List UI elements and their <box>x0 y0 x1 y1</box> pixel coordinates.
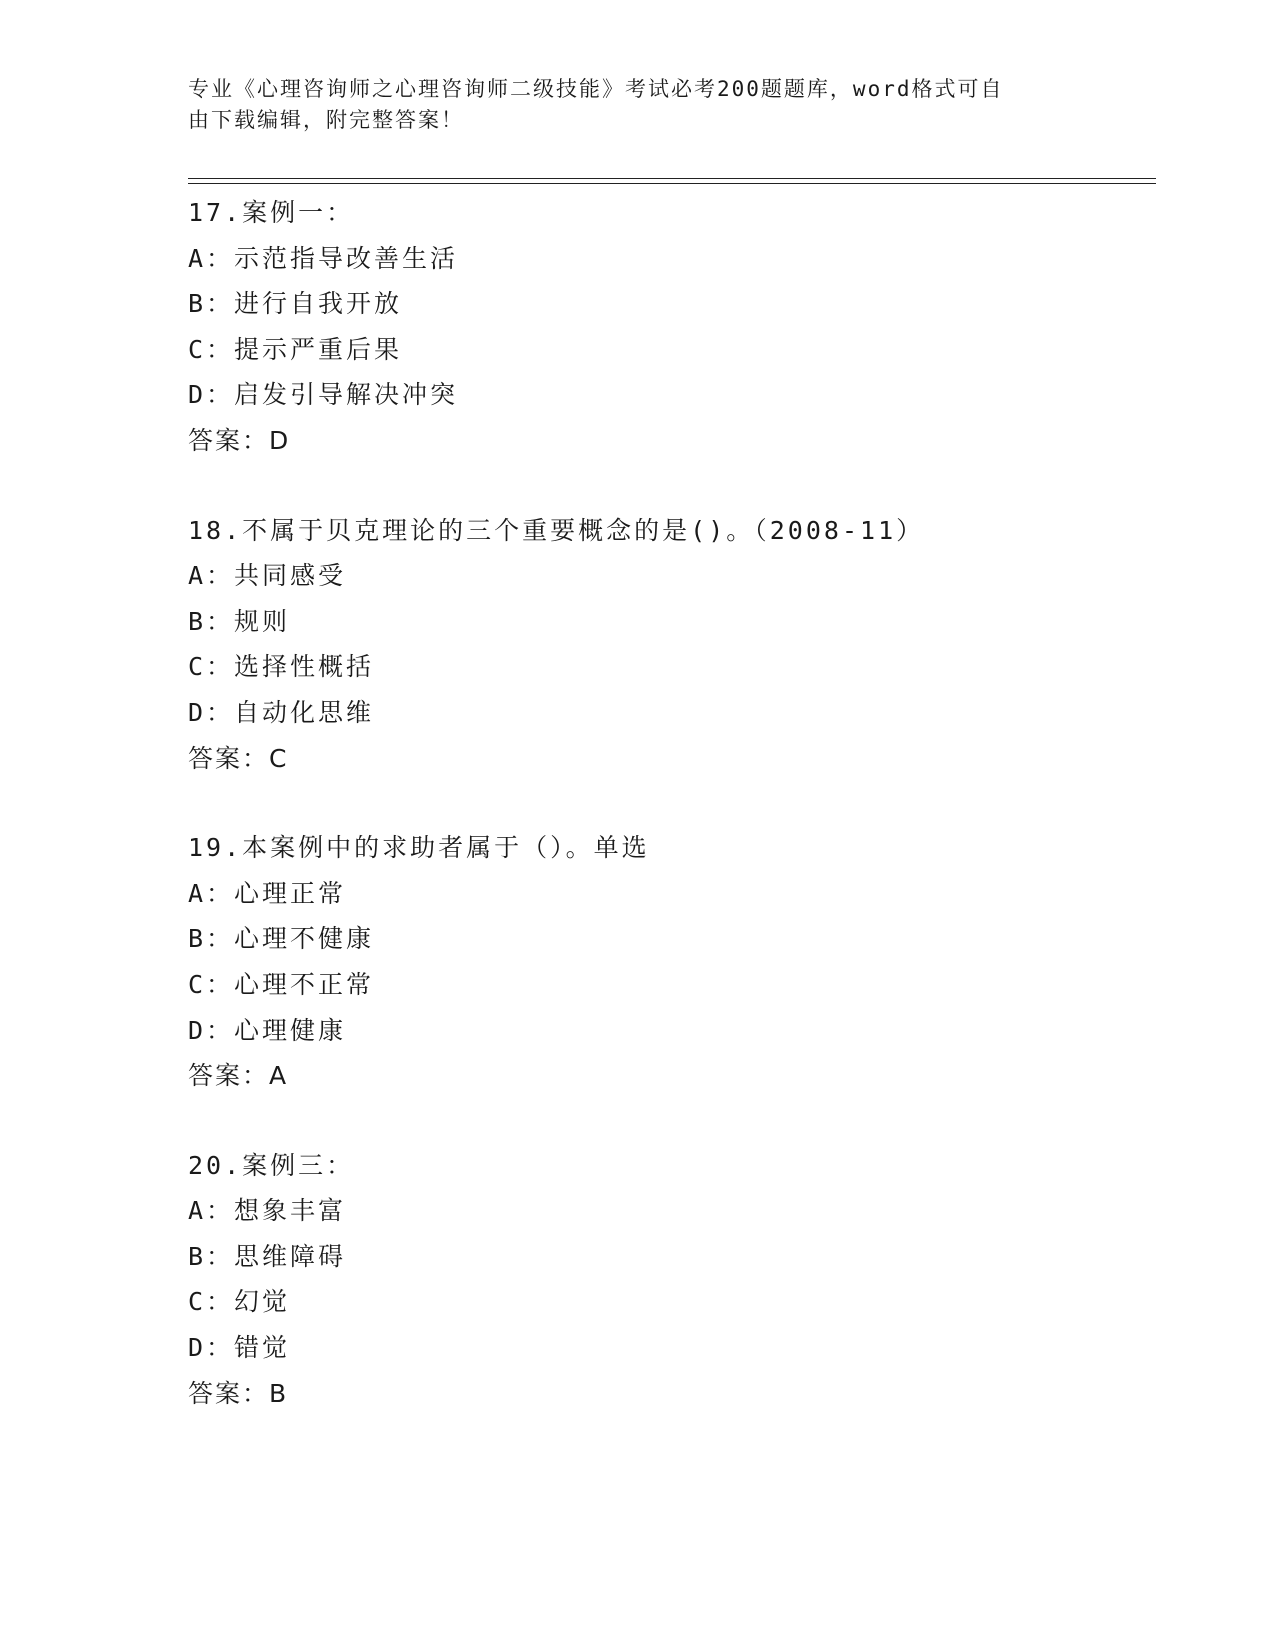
answer-line: 答案：B <box>188 1378 289 1408</box>
option-c: C：提示严重后果 <box>188 334 403 364</box>
header-line-1: 专业《心理咨询师之心理咨询师二级技能》考试必考200题题库，word格式可自 <box>188 77 1004 101</box>
header-divider-bottom <box>188 183 1156 184</box>
option-c: C：幻觉 <box>188 1287 291 1317</box>
option-d: D：启发引导解决冲突 <box>188 380 459 410</box>
question-list <box>188 190 1156 1460</box>
option-d: D：错觉 <box>188 1333 291 1363</box>
question-20 <box>188 1143 1156 1417</box>
option-b: B：心理不健康 <box>188 924 375 954</box>
answer-line: 答案：A <box>188 1061 289 1091</box>
answer-line: 答案：D <box>188 425 291 455</box>
option-b: B：进行自我开放 <box>188 289 403 319</box>
option-a: A：想象丰富 <box>188 1196 347 1226</box>
header-line-2: 由下载编辑，附完整答案！ <box>188 108 464 132</box>
question-17 <box>188 190 1156 464</box>
question-stem: 20.案例三： <box>188 1150 355 1180</box>
option-c: C：选择性概括 <box>188 652 375 682</box>
option-c: C：心理不正常 <box>188 969 375 999</box>
question-18 <box>188 508 1156 782</box>
option-a: A：共同感受 <box>188 561 347 591</box>
option-a: A：示范指导改善生活 <box>188 243 459 273</box>
answer-line: 答案：C <box>188 743 289 773</box>
question-19 <box>188 825 1156 1099</box>
question-stem: 18.不属于贝克理论的三个重要概念的是()。（2008-11） <box>188 515 925 545</box>
option-d: D：自动化思维 <box>188 697 375 727</box>
document-header <box>188 74 1068 136</box>
option-b: B：规则 <box>188 606 291 636</box>
question-stem: 19.本案例中的求助者属于（）。单选 <box>188 833 650 863</box>
option-a: A：心理正常 <box>188 878 347 908</box>
option-d: D：心理健康 <box>188 1015 347 1045</box>
option-b: B：思维障碍 <box>188 1241 347 1271</box>
header-divider-top <box>188 178 1156 179</box>
question-stem: 17.案例一： <box>188 198 355 227</box>
